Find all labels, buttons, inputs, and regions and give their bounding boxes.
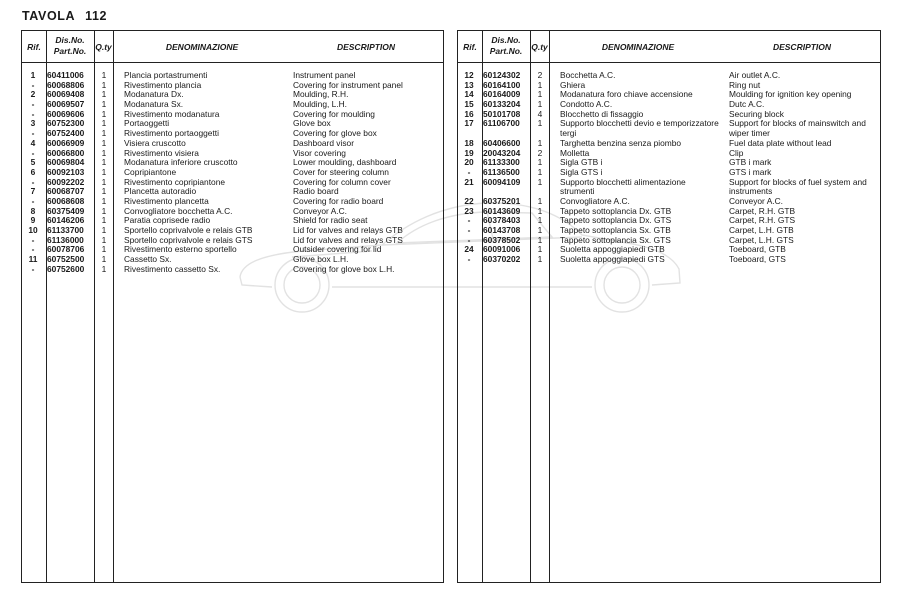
row-description: Covering for moulding bbox=[293, 108, 375, 119]
row-description: Cover for steering column bbox=[293, 166, 389, 177]
row-denominazione: Copripiantone bbox=[124, 166, 177, 177]
row-quantity: 1 bbox=[101, 205, 107, 216]
row-description: Toeboard, GTB bbox=[729, 244, 786, 255]
row-rif: 2 bbox=[30, 89, 36, 100]
row-rif: 13 bbox=[464, 79, 474, 90]
row-part-number: 60133204 bbox=[483, 99, 521, 110]
header-dis-no: Dis.No. bbox=[491, 35, 521, 45]
header-denominazione: DENOMINAZIONE bbox=[165, 42, 239, 52]
row-part-number: 60370202 bbox=[483, 254, 521, 265]
header-rif: Rif. bbox=[463, 42, 477, 52]
row-quantity: 1 bbox=[537, 118, 543, 129]
row-description: GTB i mark bbox=[729, 157, 772, 168]
row-description: Outsider covering for lid bbox=[293, 244, 382, 255]
row-rif: 7 bbox=[30, 186, 36, 197]
row-denominazione: Rivestimento portaoggetti bbox=[124, 128, 219, 139]
row-description: Radio board bbox=[293, 186, 339, 197]
row-rif: 22 bbox=[464, 195, 474, 206]
row-part-number: 60143609 bbox=[483, 205, 521, 216]
row-part-number: 60068608 bbox=[47, 195, 85, 206]
table-row bbox=[458, 178, 880, 197]
row-denominazione: Suoletta appoggiapiedi GTB bbox=[560, 244, 665, 255]
row-part-number: 61133700 bbox=[47, 225, 84, 235]
row-part-number: 60752400 bbox=[47, 128, 85, 139]
row-part-number: 60752600 bbox=[47, 263, 85, 274]
row-part-number: 60069507 bbox=[47, 99, 85, 110]
row-part-number: 60068707 bbox=[47, 186, 85, 197]
row-denominazione: Rivestimento plancia bbox=[124, 79, 202, 90]
table-row bbox=[22, 81, 443, 91]
row-part-number: 61133300 bbox=[483, 157, 520, 168]
row-denominazione: Supporto blocchetti alimentazione strumenti bbox=[560, 176, 686, 197]
row-rif: - bbox=[31, 147, 35, 158]
row-description: Visor covering bbox=[293, 147, 346, 158]
row-denominazione: Tappeto sottoplancia Sx. GTS bbox=[560, 234, 671, 245]
row-part-number: 60091006 bbox=[483, 244, 521, 255]
row-part-number: 60164009 bbox=[483, 89, 521, 100]
table-row bbox=[22, 207, 443, 217]
table-body bbox=[458, 71, 880, 265]
row-rif: 4 bbox=[30, 137, 36, 148]
row-description: Ring nut bbox=[729, 79, 761, 90]
row-quantity: 1 bbox=[537, 166, 543, 177]
row-description: Conveyor A.C. bbox=[293, 205, 347, 216]
row-denominazione: Blocchetto di fissaggio bbox=[560, 108, 644, 119]
header-qty: Q.ty bbox=[95, 42, 112, 52]
row-description: Moulding, R.H. bbox=[293, 89, 349, 100]
row-quantity: 1 bbox=[537, 225, 543, 236]
row-description: Support for blocks of fuel system and instruments bbox=[729, 176, 867, 197]
row-part-number: 60164100 bbox=[483, 79, 521, 90]
row-rif: 9 bbox=[30, 215, 36, 226]
row-quantity: 1 bbox=[101, 108, 107, 119]
table-row bbox=[458, 158, 880, 168]
row-quantity: 1 bbox=[101, 147, 107, 158]
row-quantity: 1 bbox=[101, 225, 107, 235]
row-quantity: 1 bbox=[101, 137, 107, 148]
table-row bbox=[458, 71, 880, 81]
row-rif: - bbox=[31, 234, 35, 245]
row-denominazione: Supporto blocchetti devio e temporizzatore tergi bbox=[560, 118, 719, 139]
row-rif: 21 bbox=[464, 176, 474, 187]
row-description: Lid for valves and relays GTB bbox=[293, 225, 403, 235]
table-row bbox=[22, 265, 443, 275]
row-denominazione: Visiera cruscotto bbox=[124, 137, 186, 148]
page-number: 112 bbox=[85, 9, 108, 23]
row-part-number: 60066800 bbox=[47, 147, 85, 158]
row-rif: - bbox=[31, 99, 35, 110]
row-rif: 19 bbox=[464, 147, 474, 158]
row-part-number: 60066909 bbox=[47, 137, 85, 148]
row-rif: - bbox=[31, 128, 35, 139]
row-rif: 23 bbox=[464, 205, 474, 216]
row-denominazione: Convogliatore bocchetta A.C. bbox=[124, 205, 233, 216]
row-rif: 6 bbox=[30, 166, 36, 177]
row-part-number: 60378403 bbox=[483, 215, 521, 226]
row-rif: 10 bbox=[28, 225, 38, 235]
row-denominazione: Rivestimento modanatura bbox=[124, 108, 220, 119]
table-body bbox=[22, 71, 443, 274]
header-description: DESCRIPTION bbox=[336, 42, 396, 52]
row-part-number: 60069408 bbox=[47, 89, 85, 100]
row-denominazione: Plancetta autoradio bbox=[124, 186, 197, 197]
table-row bbox=[458, 139, 880, 149]
row-quantity: 1 bbox=[537, 157, 543, 168]
row-part-number: 60752500 bbox=[47, 254, 85, 265]
row-description: Moulding for ignition key opening bbox=[729, 89, 852, 100]
table-row bbox=[22, 178, 443, 188]
row-part-number: 61136000 bbox=[47, 234, 84, 245]
row-description: Moulding, L.H. bbox=[293, 99, 347, 110]
row-description: Air outlet A.C. bbox=[729, 70, 781, 80]
page-title-label: TAVOLA bbox=[22, 9, 76, 23]
row-part-number: 60143708 bbox=[483, 225, 521, 236]
row-description: Lid for valves and relays GTS bbox=[293, 234, 403, 245]
row-part-number: 60752300 bbox=[47, 118, 85, 129]
table-row bbox=[22, 245, 443, 255]
row-denominazione: Sigla GTB i bbox=[560, 157, 603, 168]
row-quantity: 1 bbox=[101, 244, 107, 255]
row-rif: - bbox=[31, 195, 35, 206]
table-row bbox=[458, 255, 880, 265]
header-part-no: Part.No. bbox=[53, 46, 87, 56]
row-quantity: 1 bbox=[537, 137, 543, 148]
row-quantity: 1 bbox=[101, 128, 107, 139]
header-rif: Rif. bbox=[27, 42, 41, 52]
row-rif: 5 bbox=[30, 157, 36, 168]
header-qty: Q.ty bbox=[531, 42, 548, 52]
row-quantity: 1 bbox=[101, 99, 107, 110]
row-denominazione: Rivestimento copripiantone bbox=[124, 176, 226, 187]
row-part-number: 60092202 bbox=[47, 176, 85, 187]
row-part-number: 60375409 bbox=[47, 205, 85, 216]
row-rif: - bbox=[467, 215, 471, 226]
row-quantity: 1 bbox=[537, 215, 543, 226]
row-description: Support for blocks of mainswitch and wiper timer bbox=[729, 118, 866, 139]
row-quantity: 2 bbox=[537, 70, 543, 80]
row-denominazione: Modanatura Dx. bbox=[124, 89, 184, 100]
row-part-number: 60069804 bbox=[47, 157, 85, 168]
row-quantity: 1 bbox=[537, 244, 543, 255]
row-denominazione: Tappeto sottoplancia Dx. GTS bbox=[560, 215, 672, 226]
row-part-number: 60375201 bbox=[483, 195, 521, 206]
row-rif: 14 bbox=[464, 89, 474, 100]
row-description: Clip bbox=[729, 147, 744, 158]
row-description: Covering for glove box bbox=[293, 128, 377, 139]
row-quantity: 1 bbox=[101, 234, 107, 245]
row-description: Carpet, R.H. GTS bbox=[729, 215, 796, 226]
row-description: Lower moulding, dashboard bbox=[293, 157, 397, 168]
row-rif: - bbox=[31, 79, 35, 90]
row-denominazione: Ghiera bbox=[560, 79, 586, 90]
row-denominazione: Condotto A.C. bbox=[560, 99, 613, 110]
row-quantity: 1 bbox=[101, 186, 107, 197]
row-description: Carpet, R.H. GTB bbox=[729, 205, 796, 216]
row-quantity: 1 bbox=[101, 157, 107, 168]
row-quantity: 1 bbox=[537, 195, 543, 206]
row-quantity: 1 bbox=[537, 89, 543, 100]
row-quantity: 1 bbox=[101, 254, 107, 265]
table-row bbox=[22, 197, 443, 207]
row-part-number: 60124302 bbox=[483, 70, 521, 80]
row-denominazione: Cassetto Sx. bbox=[124, 254, 172, 265]
row-rif: 24 bbox=[464, 244, 474, 255]
row-denominazione: Modanatura inferiore cruscotto bbox=[124, 157, 238, 168]
row-description: Shield for radio seat bbox=[293, 215, 368, 226]
row-denominazione: Targhetta benzina senza piombo bbox=[560, 137, 682, 148]
header-dis-no: Dis.No. bbox=[55, 35, 85, 45]
row-description: Toeboard, GTS bbox=[729, 254, 786, 265]
row-quantity: 1 bbox=[101, 79, 107, 90]
row-part-number: 60069606 bbox=[47, 108, 85, 119]
row-part-number: 60094109 bbox=[483, 176, 521, 187]
row-denominazione: Sportello coprivalvole e relais GTS bbox=[124, 234, 253, 245]
row-quantity: 1 bbox=[537, 79, 543, 90]
row-rif: - bbox=[467, 225, 471, 236]
row-description: Instrument panel bbox=[293, 70, 356, 80]
row-part-number: 60406600 bbox=[483, 137, 521, 148]
row-quantity: 1 bbox=[537, 254, 543, 265]
row-quantity: 1 bbox=[101, 70, 107, 80]
header-description: DESCRIPTION bbox=[772, 42, 832, 52]
table-row bbox=[22, 90, 443, 100]
row-description: Covering for radio board bbox=[293, 195, 384, 206]
row-rif: 8 bbox=[30, 205, 36, 216]
row-part-number: 60068806 bbox=[47, 79, 85, 90]
row-denominazione: Rivestimento cassetto Sx. bbox=[124, 263, 221, 274]
row-rif: 16 bbox=[464, 108, 474, 119]
row-rif: 17 bbox=[464, 118, 474, 129]
row-denominazione: Modanatura Sx. bbox=[124, 99, 184, 110]
row-part-number: 50101708 bbox=[483, 108, 521, 119]
row-description: Glove box L.H. bbox=[293, 254, 349, 265]
row-quantity: 1 bbox=[101, 176, 107, 187]
parts-table-left bbox=[21, 30, 444, 583]
table-row bbox=[22, 100, 443, 110]
page-title bbox=[22, 9, 107, 23]
row-rif: - bbox=[467, 166, 471, 177]
row-rif: 3 bbox=[30, 118, 36, 129]
row-part-number: 61136500 bbox=[483, 166, 520, 177]
row-rif: 1 bbox=[30, 70, 36, 80]
row-rif: 20 bbox=[464, 157, 474, 168]
row-part-number: 60078706 bbox=[47, 244, 85, 255]
row-denominazione: Tappeto sottoplancia Dx. GTB bbox=[560, 205, 672, 216]
row-denominazione: Convogliatore A.C. bbox=[560, 195, 630, 206]
row-denominazione: Sigla GTS i bbox=[560, 166, 603, 177]
row-rif: - bbox=[467, 254, 471, 265]
row-description: Dutc A.C. bbox=[729, 99, 765, 110]
row-part-number: 60146206 bbox=[47, 215, 85, 226]
row-rif: - bbox=[31, 244, 35, 255]
row-denominazione: Rivestimento visiera bbox=[124, 147, 199, 158]
table-row bbox=[22, 110, 443, 120]
row-quantity: 1 bbox=[101, 118, 107, 129]
row-quantity: 1 bbox=[101, 166, 107, 177]
row-quantity: 1 bbox=[101, 263, 107, 274]
row-denominazione: Sportello coprivalvole e relais GTB bbox=[124, 225, 253, 235]
row-description: Conveyor A.C. bbox=[729, 195, 783, 206]
row-denominazione: Rivestimento esterno sportello bbox=[124, 244, 237, 255]
row-quantity: 4 bbox=[537, 108, 543, 119]
row-part-number: 61106700 bbox=[483, 118, 520, 129]
row-description: Fuel data plate without lead bbox=[729, 137, 832, 148]
row-rif: - bbox=[467, 234, 471, 245]
table-row bbox=[22, 119, 443, 129]
row-denominazione: Rivestimento plancetta bbox=[124, 195, 209, 206]
table-row bbox=[22, 139, 443, 149]
row-part-number: 60378502 bbox=[483, 234, 521, 245]
parts-table-right bbox=[457, 30, 881, 583]
row-rif: - bbox=[31, 176, 35, 187]
row-quantity: 1 bbox=[101, 195, 107, 206]
row-denominazione: Bocchetta A.C. bbox=[560, 70, 616, 80]
row-quantity: 1 bbox=[537, 99, 543, 110]
row-quantity: 1 bbox=[537, 176, 543, 187]
row-denominazione: Modanatura foro chiave accensione bbox=[560, 89, 693, 100]
row-denominazione: Tappeto sottoplancia Sx. GTB bbox=[560, 225, 671, 236]
row-description: Covering for instrument panel bbox=[293, 79, 403, 90]
table-row bbox=[458, 149, 880, 159]
row-part-number: 60411006 bbox=[47, 70, 84, 80]
row-description: Glove box bbox=[293, 118, 331, 129]
row-rif: 11 bbox=[28, 254, 38, 265]
row-part-number: 60092103 bbox=[47, 166, 85, 177]
row-denominazione: Suoletta appoggiapiedi GTS bbox=[560, 254, 665, 265]
row-description: Carpet, L.H. GTB bbox=[729, 225, 794, 236]
row-denominazione: Plancia portastrumenti bbox=[124, 70, 208, 80]
header-part-no: Part.No. bbox=[489, 46, 523, 56]
row-quantity: 1 bbox=[537, 205, 543, 216]
row-rif: 12 bbox=[464, 70, 474, 80]
table-row bbox=[458, 100, 880, 110]
table-row bbox=[458, 119, 880, 138]
row-quantity: 1 bbox=[537, 234, 543, 245]
table-row bbox=[458, 245, 880, 255]
table-row bbox=[458, 236, 880, 246]
row-description: Covering for column cover bbox=[293, 176, 391, 187]
row-description: Securing block bbox=[729, 108, 784, 119]
row-quantity: 1 bbox=[101, 215, 107, 226]
table-row bbox=[22, 129, 443, 139]
row-rif: 15 bbox=[464, 99, 474, 110]
row-part-number: 20043204 bbox=[483, 147, 521, 158]
row-denominazione: Portaoggetti bbox=[124, 118, 170, 129]
row-description: Carpet, L.H. GTS bbox=[729, 234, 794, 245]
row-denominazione: Molletta bbox=[560, 147, 590, 158]
row-rif: - bbox=[31, 263, 35, 274]
row-description: Covering for glove box L.H. bbox=[293, 263, 395, 274]
table-row bbox=[458, 90, 880, 100]
row-quantity: 1 bbox=[101, 89, 107, 100]
row-denominazione: Paratia coprisede radio bbox=[124, 215, 211, 226]
row-rif: - bbox=[31, 108, 35, 119]
row-description: Dashboard visor bbox=[293, 137, 354, 148]
header-denominazione: DENOMINAZIONE bbox=[601, 42, 675, 52]
row-rif: 18 bbox=[464, 137, 474, 148]
row-description: GTS i mark bbox=[729, 166, 772, 177]
row-quantity: 2 bbox=[537, 147, 543, 158]
